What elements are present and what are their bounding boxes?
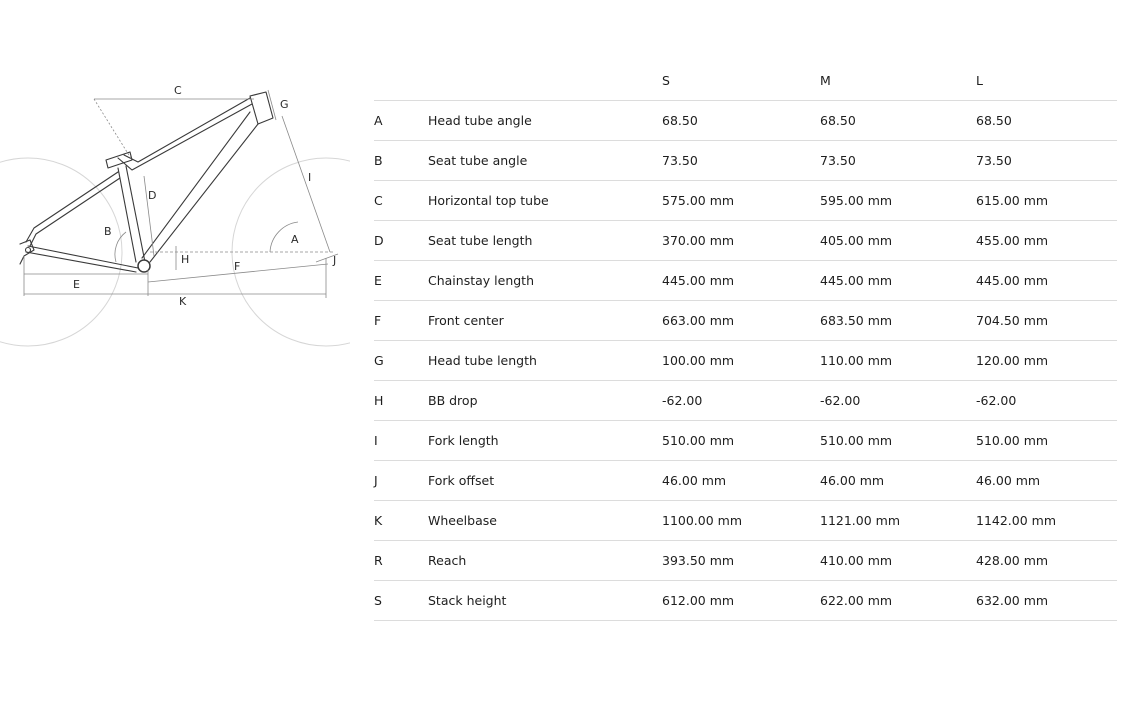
row-name: Fork offset [428,461,662,501]
row-value-l: 120.00 mm [976,341,1117,381]
dim-d-line [144,176,157,256]
row-value-l: 68.50 [976,101,1117,141]
table-row [374,421,1117,461]
row-value-l: 73.50 [976,141,1117,181]
row-value-m: 510.00 mm [820,421,976,461]
row-value-m: 445.00 mm [820,261,976,301]
dim-label-b: B [104,225,112,238]
table-row [374,181,1117,221]
table-row [374,221,1117,261]
header-size-l: L [976,60,1117,101]
row-value-m: -62.00 [820,381,976,421]
header-code [374,60,428,101]
table-row [374,301,1117,341]
row-value-m: 410.00 mm [820,541,976,581]
table-row [374,141,1117,181]
dim-label-d: D [148,189,157,202]
dim-label-j: J [333,254,337,267]
dim-label-h: H [181,253,190,266]
rear-axle [26,248,31,253]
row-value-s: 612.00 mm [662,581,820,621]
row-value-l: 510.00 mm [976,421,1117,461]
row-value-l: 632.00 mm [976,581,1117,621]
row-value-s: 575.00 mm [662,181,820,221]
row-value-s: 393.50 mm [662,541,820,581]
dim-label-k: K [179,295,187,308]
row-value-l: -62.00 [976,381,1117,421]
row-code: I [374,421,428,461]
row-name: Head tube length [428,341,662,381]
header-name [428,60,662,101]
dim-label-g: G [280,98,289,111]
row-name: Chainstay length [428,261,662,301]
dim-label-i: I [308,171,312,184]
row-value-l: 445.00 mm [976,261,1117,301]
dim-c-guide [94,99,132,160]
row-code: S [374,581,428,621]
row-value-s: -62.00 [662,381,820,421]
row-value-m: 68.50 [820,101,976,141]
geometry-table [374,60,1117,621]
row-code: B [374,141,428,181]
table-row [374,381,1117,421]
row-value-l: 1142.00 mm [976,501,1117,541]
row-value-m: 405.00 mm [820,221,976,261]
row-name: Front center [428,301,662,341]
row-code: H [374,381,428,421]
rear-wheel [0,158,122,346]
row-code: E [374,261,428,301]
dim-i-line [282,116,330,252]
row-value-m: 1121.00 mm [820,501,976,541]
row-code: F [374,301,428,341]
dim-label-e: E [73,278,80,291]
table-row [374,101,1117,141]
row-value-l: 455.00 mm [976,221,1117,261]
table-row [374,261,1117,301]
table-row [374,541,1117,581]
row-name: Reach [428,541,662,581]
row-value-m: 110.00 mm [820,341,976,381]
row-name: Head tube angle [428,101,662,141]
row-value-s: 663.00 mm [662,301,820,341]
row-value-m: 683.50 mm [820,301,976,341]
row-code: K [374,501,428,541]
row-code: D [374,221,428,261]
row-name: Seat tube length [428,221,662,261]
row-value-s: 370.00 mm [662,221,820,261]
frame-geometry-svg [0,60,350,360]
chain-stay [26,246,138,272]
row-name: Horizontal top tube [428,181,662,221]
table-row [374,581,1117,621]
row-value-s: 100.00 mm [662,341,820,381]
dim-label-f: F [234,260,241,273]
row-code: G [374,341,428,381]
row-name: Stack height [428,581,662,621]
header-size-m: M [820,60,976,101]
row-name: Seat tube angle [428,141,662,181]
row-code: R [374,541,428,581]
row-value-s: 68.50 [662,101,820,141]
row-value-s: 46.00 mm [662,461,820,501]
down-tube [142,112,258,262]
table-row [374,501,1117,541]
row-value-l: 46.00 mm [976,461,1117,501]
row-value-s: 1100.00 mm [662,501,820,541]
header-size-s: S [662,60,820,101]
row-value-s: 510.00 mm [662,421,820,461]
row-value-m: 73.50 [820,141,976,181]
row-code: J [374,461,428,501]
row-value-m: 622.00 mm [820,581,976,621]
table-row [374,461,1117,501]
top-tube [118,98,252,170]
dim-label-c: C [174,84,182,97]
row-code: A [374,101,428,141]
row-value-m: 595.00 mm [820,181,976,221]
row-value-l: 615.00 mm [976,181,1117,221]
table-header-row [374,60,1117,101]
frame-geometry-diagram [0,60,350,360]
dim-label-a: A [291,233,299,246]
row-value-s: 73.50 [662,141,820,181]
row-value-m: 46.00 mm [820,461,976,501]
row-name: BB drop [428,381,662,421]
table-row [374,341,1117,381]
row-code: C [374,181,428,221]
row-name: Fork length [428,421,662,461]
row-value-s: 445.00 mm [662,261,820,301]
row-name: Wheelbase [428,501,662,541]
row-value-l: 704.50 mm [976,301,1117,341]
row-value-l: 428.00 mm [976,541,1117,581]
